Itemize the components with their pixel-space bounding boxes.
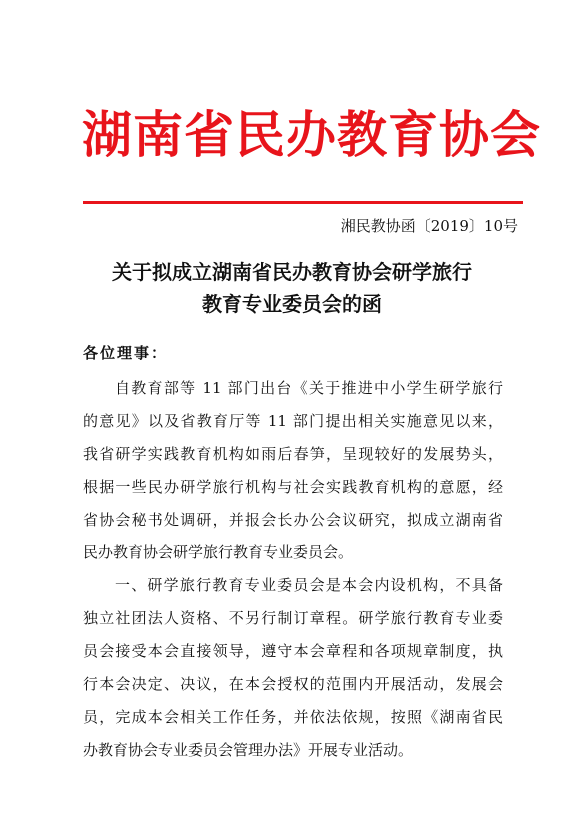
paragraph-1-line-5: 省协会秘书处调研，并报会长办公会议研究，拟成立湖南省: [83, 511, 503, 529]
letterhead-org-name: 湖南省民办教育协会: [82, 105, 541, 164]
letterhead-red-rule: [83, 201, 523, 204]
paragraph-2-line-3: 员会接受本会直接领导，遵守本会章程和各项规章制度，执: [83, 642, 503, 660]
paragraph-2-line-5: 员，完成本会相关工作任务，并依法依规，按照《湖南省民: [83, 708, 503, 726]
document-title-line-2: 教育专业委员会的函: [202, 292, 382, 316]
paragraph-2-line-6: 办教育协会专业委员会管理办法》开展专业活动。: [83, 741, 414, 759]
document-number: 湘民教协函〔2019〕10号: [340, 217, 518, 235]
paragraph-1-line-1: 自教育部等 11 部门出台《关于推进中小学生研学旅行: [115, 379, 503, 397]
salutation: 各位理事：: [83, 344, 169, 362]
paragraph-2-line-1: 一、研学旅行教育专业委员会是本会内设机构，不具备: [115, 576, 503, 594]
paragraph-2-line-2: 独立社团法人资格、不另行制订章程。研学旅行教育专业委: [83, 609, 503, 627]
paragraph-2-line-4: 行本会决定、决议，在本会授权的范围内开展活动，发展会: [83, 675, 503, 693]
paragraph-1-line-2: 的意见》以及省教育厅等 11 部门提出相关实施意见以来，: [83, 412, 503, 430]
paragraph-1-line-4: 根据一些民办研学旅行机构与社会实践教育机构的意愿，经: [83, 478, 503, 496]
paragraph-1-line-3: 我省研学实践教育机构如雨后春笋，呈现较好的发展势头，: [83, 445, 503, 463]
paragraph-1-line-6: 民办教育协会研学旅行教育专业委员会。: [83, 543, 354, 561]
document-title-line-1: 关于拟成立湖南省民办教育协会研学旅行: [112, 260, 472, 284]
